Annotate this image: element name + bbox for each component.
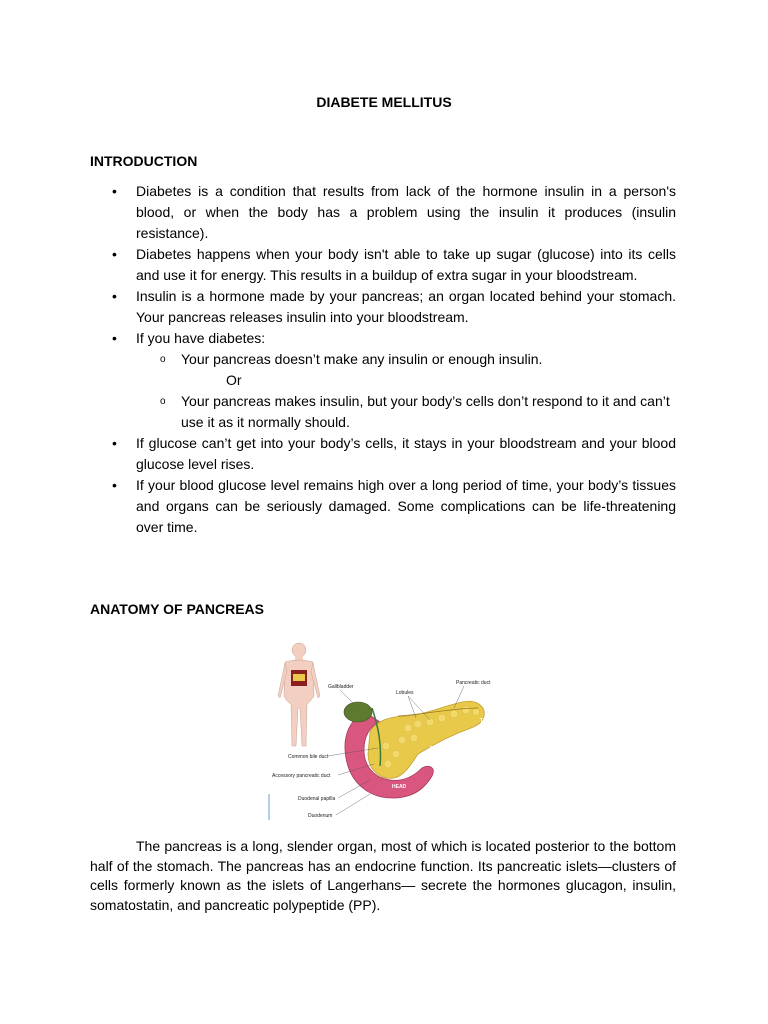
pancreatic-duct-label: Pancreatic duct xyxy=(456,680,491,686)
accessory-pancreatic-duct-label: Accessory pancreatic duct xyxy=(272,773,331,779)
duodenal-papilla-label: Duodenal papilla xyxy=(298,796,336,802)
list-item xyxy=(0,433,768,475)
sub-bullet-text: Your pancreas doesn’t make any insulin or enough insulin. xyxy=(181,351,543,367)
tail-label: TAIL xyxy=(480,718,491,724)
list-item xyxy=(0,181,768,244)
list-item xyxy=(0,328,768,433)
pancreas-description-paragraph: The pancreas is a long, slender organ, most of which is located posterior to the bottom half of the stomach. The pancreas has an endocrine function. Its pancreatic islets—clusters of cells formerly known as the islets of Langerhans— secrete the hormones glucagon, insulin, somatostatin, and pancreatic polypeptide (PP). xyxy=(90,838,676,913)
introduction-heading: INTRODUCTION xyxy=(90,153,198,169)
bullet-text: Diabetes is a condition that results from lack of the hormone insulin in a person's blood, or when the body has a problem using the insulin it produces (insulin resistance). xyxy=(136,183,676,241)
body-label: BODY xyxy=(430,746,445,752)
bullet-text: Diabetes happens when your body isn't able to take up sugar (glucose) into its cells and use it for energy. This results in a buildup of extra sugar in your bloodstream. xyxy=(136,246,676,283)
duodenum-label: Duodenum xyxy=(308,813,333,819)
pancreas-anatomy-illustration xyxy=(258,636,520,826)
document-title: DIABETE MELLITUS xyxy=(316,94,452,110)
bullet-icon: • xyxy=(112,477,117,493)
bullet-icon: • xyxy=(112,246,117,262)
sub-list-item xyxy=(136,391,676,433)
list-item xyxy=(0,475,768,538)
list-item xyxy=(0,244,768,286)
bullet-icon: • xyxy=(112,183,117,199)
list-item xyxy=(0,286,768,328)
or-text: Or xyxy=(226,372,242,388)
bullet-text: If your blood glucose level remains high over a long period of time, your body’s tissues and organs can be seriously damaged. Some complications can be life-threatening over time. xyxy=(136,477,676,535)
pancreas-anatomy-figure xyxy=(258,636,520,826)
sub-bullet-icon: o xyxy=(160,354,166,365)
common-bile-duct-label: Common bile duct xyxy=(288,754,329,760)
human-body-illustration xyxy=(278,643,320,746)
bullet-text: If you have diabetes: xyxy=(136,330,266,346)
bullet-text: Insulin is a hormone made by your pancreas; an organ located behind your stomach. Your pancreas releases insulin into your bloodstream. xyxy=(136,288,676,325)
bullet-text: If glucose can’t get into your body’s cells, it stays in your bloodstream and your blood glucose level rises. xyxy=(136,435,676,472)
sub-bullet-list xyxy=(136,349,676,433)
bullet-icon: • xyxy=(112,288,117,304)
bullet-icon: • xyxy=(112,330,117,346)
gallbladder-shape xyxy=(344,702,372,722)
sub-bullet-icon: o xyxy=(160,396,166,407)
gallbladder-label: Gallbladder xyxy=(328,684,354,690)
head-label: HEAD xyxy=(392,784,407,790)
anatomy-heading: ANATOMY OF PANCREAS xyxy=(90,601,264,617)
lobules-label: Lobules xyxy=(396,690,414,696)
sub-bullet-text: Your pancreas makes insulin, but your body’s cells don’t respond to it and can’t use it as it normally should. xyxy=(181,393,670,430)
bullet-icon: • xyxy=(112,435,117,451)
introduction-bullet-list xyxy=(0,181,768,538)
sub-list-item xyxy=(136,349,676,370)
